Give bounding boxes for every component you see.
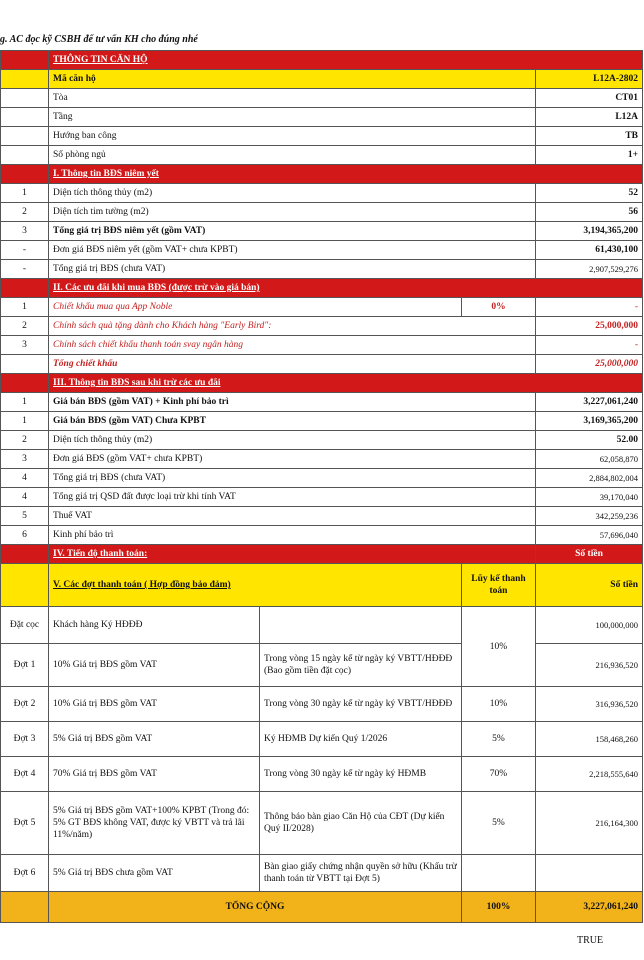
stage-cumulative — [462, 855, 536, 892]
stage-desc: 5% Giá trị BĐS gồm VAT — [49, 722, 260, 757]
discount-row — [1, 298, 643, 317]
row-number: 1 — [1, 184, 49, 203]
listing-row — [1, 222, 643, 241]
stage-desc: 5% Giá trị BĐS chưa gồm VAT — [49, 855, 260, 892]
stage-label: Đợt 5 — [1, 792, 49, 855]
cumulative-header: Lũy kế thanh toán — [462, 564, 536, 607]
stage-cumulative: 5% — [462, 792, 536, 855]
schedule-total-percent: 100% — [462, 892, 536, 923]
stage-amount — [536, 855, 643, 892]
price-row — [1, 488, 643, 507]
listing-row — [1, 241, 643, 260]
info-value: 1+ — [536, 146, 643, 165]
price-row — [1, 393, 643, 412]
schedule-row-deposit — [1, 607, 643, 644]
info-row — [1, 89, 643, 108]
stage-when — [260, 607, 462, 644]
stage-desc: 10% Giá trị BĐS gồm VAT — [49, 644, 260, 687]
stage-desc: Khách hàng Ký HĐĐĐ — [49, 607, 260, 644]
discount-total-label: Tổng chiết khấu — [49, 355, 536, 374]
row-label: Chiết khấu mua qua App Noble — [49, 298, 462, 317]
listing-row — [1, 203, 643, 222]
discount-total-row — [1, 355, 643, 374]
stage-when: Ký HĐMB Dự kiến Quý 1/2026 — [260, 722, 462, 757]
discount-row — [1, 317, 643, 336]
row-value: 61,430,100 — [536, 241, 643, 260]
row-number: 2 — [1, 203, 49, 222]
info-row-code — [1, 70, 643, 89]
row-number: 4 — [1, 488, 49, 507]
stage-cumulative: 10% — [462, 607, 536, 687]
stage-amount: 158,468,260 — [536, 722, 643, 757]
row-label: Tổng giá trị QSD đất được loại trừ khi tính VAT — [49, 488, 536, 507]
row-number: 1 — [1, 298, 49, 317]
discount-row — [1, 336, 643, 355]
stage-when: Thông báo bàn giao Căn Hộ của CĐT (Dự kiến Quý II/2028) — [260, 792, 462, 855]
stage-label: Đợt 4 — [1, 757, 49, 792]
row-number: 3 — [1, 222, 49, 241]
row-label: Thuế VAT — [49, 507, 536, 526]
stage-cumulative: 5% — [462, 722, 536, 757]
stage-amount: 216,936,520 — [536, 644, 643, 687]
info-title: THÔNG TIN CĂN HỘ — [49, 51, 643, 70]
schedule-row — [1, 722, 643, 757]
row-value: - — [536, 298, 643, 317]
row-label: Tổng giá trị BĐS (chưa VAT) — [49, 260, 536, 279]
row-value: 2,884,802,004 — [536, 469, 643, 488]
info-value: TB — [536, 127, 643, 146]
row-number: 4 — [1, 469, 49, 488]
info-value: CT01 — [536, 89, 643, 108]
info-row — [1, 146, 643, 165]
row-value: 3,227,061,240 — [536, 393, 643, 412]
row-label: Đơn giá BĐS niêm yết (gồm VAT+ chưa KPBT) — [49, 241, 536, 260]
schedule-row — [1, 855, 643, 892]
stage-cumulative: 10% — [462, 687, 536, 722]
row-number: 5 — [1, 507, 49, 526]
schedule-row — [1, 792, 643, 855]
row-value: 56 — [536, 203, 643, 222]
row-value: 2,907,529,276 — [536, 260, 643, 279]
stage-amount: 316,936,520 — [536, 687, 643, 722]
section-2-header — [1, 279, 643, 298]
row-label: Diện tích tim tường (m2) — [49, 203, 536, 222]
section-3-title: III. Thông tin BĐS sau khi trừ các ưu đãi — [49, 374, 643, 393]
row-value: 3,169,365,200 — [536, 412, 643, 431]
section-1-title: I. Thông tin BĐS niêm yết — [49, 165, 643, 184]
stage-amount: 216,164,300 — [536, 792, 643, 855]
listing-row — [1, 260, 643, 279]
info-label: Hướng ban công — [49, 127, 536, 146]
schedule-subtitle: V. Các đợt thanh toán ( Hợp đồng bảo đảm) — [49, 564, 462, 607]
stage-when: Bàn giao giấy chứng nhận quyền sở hữu (Khấu trừ thanh toán từ VBTT tại Đợt 5) — [260, 855, 462, 892]
row-value: 3,194,365,200 — [536, 222, 643, 241]
schedule-total-amount: 3,227,061,240 — [536, 892, 643, 923]
price-row — [1, 412, 643, 431]
row-number: 2 — [1, 317, 49, 336]
row-label: Chính sách chiết khấu thanh toán svay ngân hàng — [49, 336, 536, 355]
row-value: 52.00 — [536, 431, 643, 450]
row-value: 342,259,236 — [536, 507, 643, 526]
stage-label: Đợt 2 — [1, 687, 49, 722]
info-label: Tầng — [49, 108, 536, 127]
row-number: 1 — [1, 412, 49, 431]
amount-header-2: Số tiền — [536, 564, 643, 607]
info-label: Mã căn hộ — [49, 70, 536, 89]
stage-amount: 100,000,000 — [536, 607, 643, 644]
schedule-total-label: TỔNG CỘNG — [49, 892, 462, 923]
schedule-row — [1, 644, 643, 687]
row-number: 3 — [1, 450, 49, 469]
stage-label: Đặt cọc — [1, 607, 49, 644]
price-row — [1, 507, 643, 526]
stage-amount: 2,218,555,640 — [536, 757, 643, 792]
stage-label: Đợt 6 — [1, 855, 49, 892]
stage-cumulative: 70% — [462, 757, 536, 792]
row-label: Chính sách quà tặng dành cho Khách hàng "Early Bird": — [49, 317, 536, 336]
row-number: 6 — [1, 526, 49, 545]
amount-header: Số tiền — [536, 545, 643, 564]
stage-when: Trong vòng 30 ngày kể từ ngày ký HĐMB — [260, 757, 462, 792]
apartment-price-sheet — [0, 50, 643, 923]
stage-desc: 70% Giá trị BĐS gồm VAT — [49, 757, 260, 792]
row-label: Tổng giá trị BĐS (chưa VAT) — [49, 469, 536, 488]
row-label: Diện tích thông thủy (m2) — [49, 431, 536, 450]
listing-row — [1, 184, 643, 203]
schedule-row — [1, 757, 643, 792]
section-1-header — [1, 165, 643, 184]
info-value: L12A — [536, 108, 643, 127]
section-4-header — [1, 545, 643, 564]
row-number: 2 — [1, 431, 49, 450]
section-2-title: II. Các ưu đãi khi mua BĐS (được trừ vào giá bán) — [49, 279, 643, 298]
footer-flag: TRUE — [577, 935, 604, 946]
row-value: 52 — [536, 184, 643, 203]
row-number: 3 — [1, 336, 49, 355]
info-header-row — [1, 51, 643, 70]
schedule-row — [1, 687, 643, 722]
price-row — [1, 450, 643, 469]
stage-when: Trong vòng 15 ngày kể từ ngày ký VBTT/HĐĐĐ (Bao gồm tiền đặt cọc) — [260, 644, 462, 687]
price-row — [1, 469, 643, 488]
price-row — [1, 526, 643, 545]
row-number: - — [1, 241, 49, 260]
section-4-title: IV. Tiến độ thanh toán: — [49, 545, 536, 564]
row-value: 39,170,040 — [536, 488, 643, 507]
row-value: 25,000,000 — [536, 317, 643, 336]
row-value: 62,058,870 — [536, 450, 643, 469]
instruction-note: g. AC đọc kỹ CSBH để tư vấn KH cho đúng nhé — [0, 34, 198, 45]
info-row — [1, 108, 643, 127]
info-label: Số phòng ngủ — [49, 146, 536, 165]
row-value: 57,696,040 — [536, 526, 643, 545]
discount-total-value: 25,000,000 — [536, 355, 643, 374]
schedule-total-row — [1, 892, 643, 923]
info-label: Tòa — [49, 89, 536, 108]
discount-percent: 0% — [462, 298, 536, 317]
info-row — [1, 127, 643, 146]
row-label: Kinh phí bảo trì — [49, 526, 536, 545]
row-number: - — [1, 260, 49, 279]
stage-desc: 5% Giá trị BĐS gồm VAT+100% KPBT (Trong đó: 5% GT BĐS không VAT, được ký VBTT và trả lãi 11%/năm) — [49, 792, 260, 855]
row-label: Giá bán BĐS (gồm VAT) + Kinh phí bảo trì — [49, 393, 536, 412]
info-value: L12A-2802 — [536, 70, 643, 89]
row-label: Tổng giá trị BĐS niêm yết (gồm VAT) — [49, 222, 536, 241]
stage-desc: 10% Giá trị BĐS gồm VAT — [49, 687, 260, 722]
row-label: Đơn giá BĐS (gồm VAT+ chưa KPBT) — [49, 450, 536, 469]
schedule-header-row — [1, 564, 643, 607]
stage-label: Đợt 1 — [1, 644, 49, 687]
row-number: 1 — [1, 393, 49, 412]
section-3-header — [1, 374, 643, 393]
row-label: Diện tích thông thủy (m2) — [49, 184, 536, 203]
price-row — [1, 431, 643, 450]
stage-when: Trong vòng 30 ngày kể từ ngày ký VBTT/HĐĐĐ — [260, 687, 462, 722]
row-value: - — [536, 336, 643, 355]
stage-label: Đợt 3 — [1, 722, 49, 757]
row-label: Giá bán BĐS (gồm VAT) Chưa KPBT — [49, 412, 536, 431]
